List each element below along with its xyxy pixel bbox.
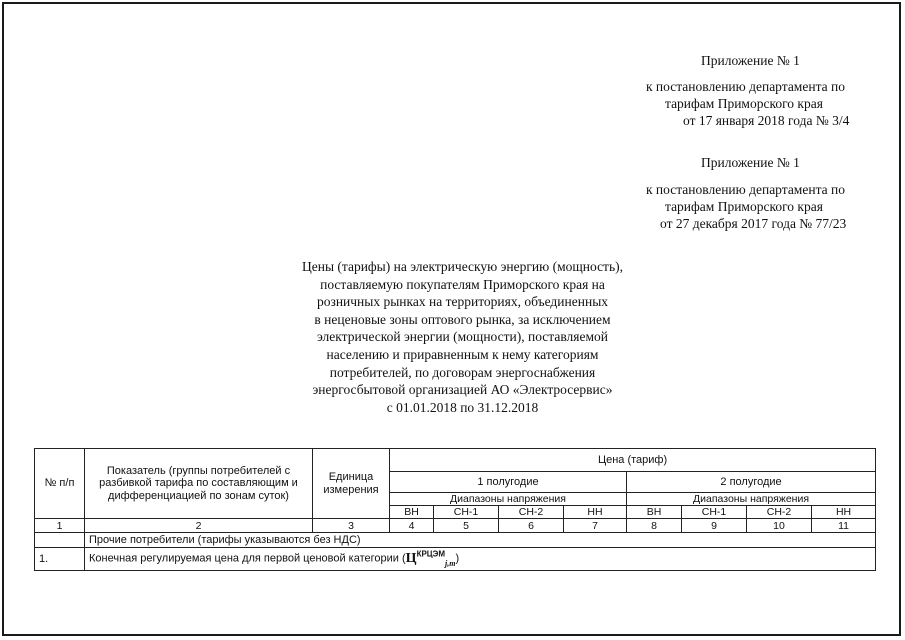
header-indicator: Показатель (группы потребителей с разбивкой тарифа по составляющим и дифференциацией по зонам суток) (85, 449, 313, 519)
voltage-cell: ВН (627, 506, 682, 519)
heading-line: энергосбытовой организацией АО «Электросервис» (312, 382, 613, 398)
column-number-cell: 4 (390, 519, 434, 533)
table-row (35, 548, 876, 571)
column-number-cell: 6 (499, 519, 564, 533)
appendix-title: Приложение № 1 (701, 155, 800, 170)
heading-line: населению и приравненным к нему категориям (326, 346, 599, 362)
header-number: № п/п (35, 449, 85, 519)
voltage-cell: СН-2 (747, 506, 812, 519)
heading-line: поставляемую покупателям Приморского края на (320, 276, 605, 292)
voltage-cell: СН-1 (682, 506, 747, 519)
formula-base: Ц (405, 550, 417, 566)
row-label-cell (85, 548, 876, 571)
appendix-line: к постановлению департамента по (646, 182, 845, 197)
heading-line: потребителей, по договорам энергоснабжения (329, 364, 596, 380)
column-number-cell: 7 (564, 519, 627, 533)
column-number-cell: 2 (85, 519, 313, 533)
row-label: Конечная регулируемая цена для первой ценовой категории ( (89, 552, 406, 565)
header-voltage-ranges: Диапазоны напряжения (627, 493, 876, 506)
column-number-cell: 8 (627, 519, 682, 533)
column-number-cell: 11 (812, 519, 876, 533)
appendix-title: Приложение № 1 (701, 53, 800, 68)
voltage-cell: СН-1 (434, 506, 499, 519)
section-number-cell (35, 533, 85, 548)
column-number-cell: 5 (434, 519, 499, 533)
header-half-1: 1 полугодие (390, 472, 627, 493)
voltage-cell: СН-2 (499, 506, 564, 519)
appendix-line: к постановлению департамента по (646, 79, 845, 94)
table-row-section (35, 533, 876, 548)
heading-line: розничных рынках на территориях, объединенных (316, 294, 609, 310)
appendix-line: тарифам Приморского края (665, 199, 823, 214)
header-unit: Единица измерения (313, 449, 390, 519)
header-price: Цена (тариф) (390, 449, 876, 472)
formula-superscript: КРЦЭМ (416, 549, 445, 558)
heading-line: Цены (тарифы) на электрическую энергию (мощность), (301, 259, 623, 274)
column-number-cell: 1 (35, 519, 85, 533)
document-heading (270, 258, 655, 416)
header-half-2: 2 полугодие (627, 472, 876, 493)
heading-line: в неценовые зоны оптового рынка, за исключением (314, 311, 611, 327)
column-number-cell: 3 (313, 519, 390, 533)
header-voltage-ranges: Диапазоны напряжения (390, 493, 627, 506)
price-formula (406, 551, 456, 566)
voltage-cell: НН (564, 506, 627, 519)
column-number-cell: 10 (747, 519, 812, 533)
voltage-cell: НН (812, 506, 876, 519)
appendix-line: от 17 января 2018 года № 3/4 (683, 113, 850, 128)
row-number: 1. (35, 548, 85, 571)
price-table (34, 448, 876, 571)
column-number-cell: 9 (682, 519, 747, 533)
heading-line: с 01.01.2018 по 31.12.2018 (386, 399, 539, 415)
appendix-line: тарифам Приморского края (665, 96, 823, 111)
heading-line: электрической энергии (мощности), поставляемой (316, 329, 609, 345)
voltage-cell: ВН (390, 506, 434, 519)
section-label: Прочие потребители (тарифы указываются без НДС) (85, 533, 876, 548)
row-label-close: ) (455, 552, 460, 565)
appendix-line: от 27 декабря 2017 года № 77/23 (660, 216, 847, 231)
formula-subscript: j,m (444, 558, 456, 568)
